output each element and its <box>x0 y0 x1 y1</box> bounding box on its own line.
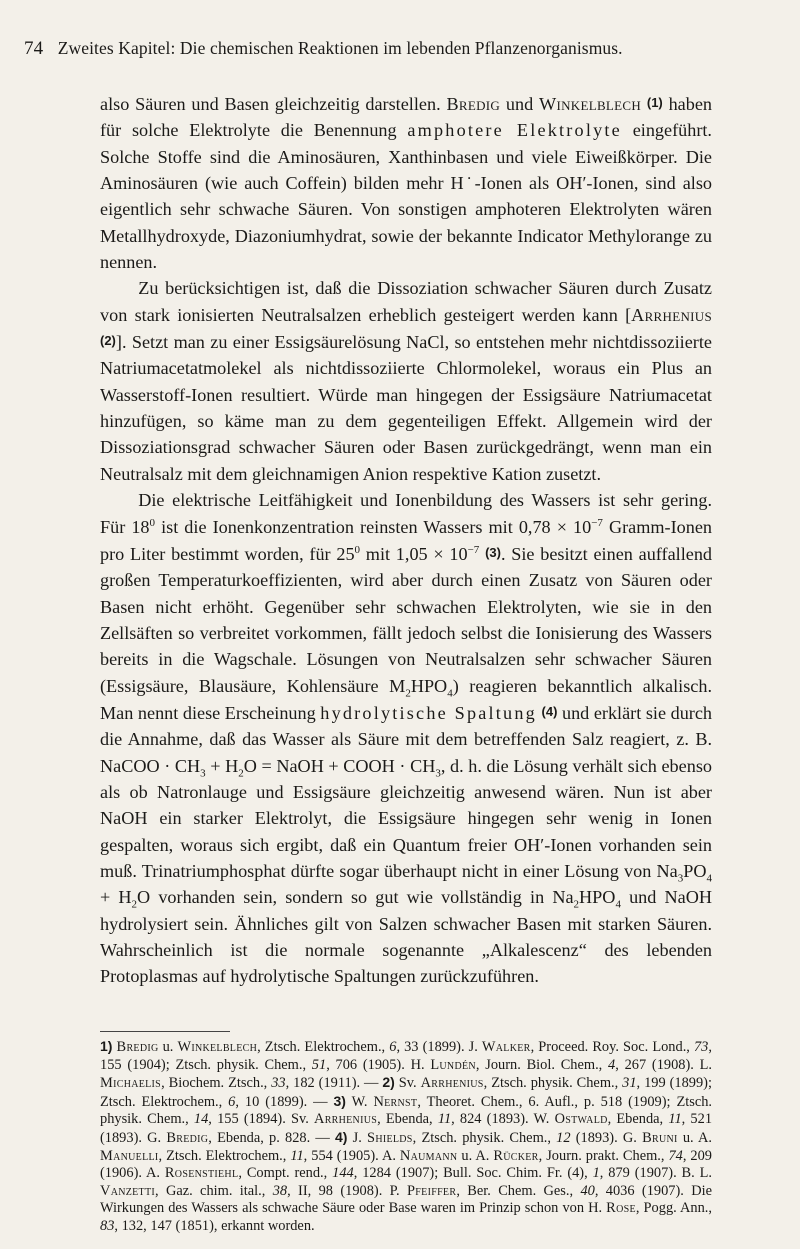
volume: 6 <box>389 1039 397 1055</box>
author-name: Bredig <box>116 1039 159 1055</box>
text-span: haben für solche Elektrolyte die Benennung <box>100 94 712 141</box>
text-span: W. <box>345 1093 374 1110</box>
author-name: Arrhenius <box>420 1075 484 1092</box>
text-span: , Ebenda, <box>607 1111 669 1128</box>
text-span: und <box>500 94 539 114</box>
text-span: + H <box>100 887 132 908</box>
volume: 11 <box>290 1147 304 1164</box>
text-span: , 824 (1893). W. <box>451 1111 555 1128</box>
text-span: Gramm-Ionen pro Liter bestimmt worden, für 25 <box>100 516 712 564</box>
text-span: , II, 98 (1908). P. <box>287 1182 407 1199</box>
text-span: , 4036 (1907). Die Wirkungen des Wassers als schwache Säure oder Base waren im Prinzip schon von H. <box>100 1182 712 1217</box>
spaced-term: hydrolytische Spaltung <box>320 702 537 723</box>
exponent: −7 <box>591 516 603 529</box>
volume: 38 <box>272 1182 288 1199</box>
author-name: Arrhenius <box>314 1111 378 1128</box>
author-name: Winkelblech <box>177 1039 258 1055</box>
text-span: , Ebenda, <box>377 1111 438 1128</box>
text-span: J. <box>347 1129 368 1146</box>
author-name: Ostwald <box>554 1111 608 1128</box>
text-span: PO <box>683 860 707 881</box>
paragraph-3 <box>100 487 712 990</box>
text-span: , Theoret. Chem., 6. Aufl., p. 518 (1909); Ztsch. physik. Chem., <box>100 1093 713 1128</box>
footnote-ref: (3) <box>485 544 501 560</box>
author-name: Bruni <box>642 1129 678 1146</box>
volume: 73 <box>693 1039 709 1055</box>
text-span: , Journ. prakt. Chem., <box>538 1147 669 1164</box>
text-span: ist die Ionenkonzentration reinsten Wassers mit 0,78 × 10 <box>155 516 592 537</box>
paragraph-2 <box>100 275 712 487</box>
text-span: , Pogg. Ann., <box>635 1200 712 1217</box>
text-span: , Ztsch. Elektrochem., <box>158 1147 291 1164</box>
author-name: Nernst <box>373 1093 418 1110</box>
text-span: u. <box>158 1039 178 1055</box>
volume: 6 <box>228 1093 236 1110</box>
subscript: 3 <box>200 767 206 780</box>
text-span: also Säuren und Basen gleichzeitig darstellen. <box>100 94 447 114</box>
author-name: Arrhenius <box>631 304 712 325</box>
subscript: 2 <box>573 898 580 911</box>
author-name: Walker <box>481 1039 531 1055</box>
text-span: , Ebenda, p. 828. — <box>208 1129 335 1146</box>
page-number: 74 <box>24 38 44 59</box>
text-span: , 209 (1906). A. <box>100 1147 713 1182</box>
text-span: , 521 (1893). G. <box>100 1111 713 1146</box>
footnote-ref: (1) <box>646 95 663 110</box>
volume: 11 <box>668 1111 682 1128</box>
volume: 11 <box>437 1111 452 1128</box>
subscript: 3 <box>435 767 441 780</box>
volume: 14 <box>193 1111 209 1128</box>
subscript: 2 <box>131 898 138 911</box>
text-span: , 33 (1899). J. <box>396 1039 482 1055</box>
text-span: u. A. <box>677 1129 712 1146</box>
text-span: (1893). G. <box>570 1129 643 1146</box>
author-name: Lundén <box>430 1056 476 1073</box>
footnotes <box>100 1038 712 1236</box>
author-name: Pfeiffer <box>407 1182 457 1199</box>
subscript: 2 <box>238 767 244 780</box>
volume: 33 <box>271 1075 286 1092</box>
footnote-number: 4) <box>334 1128 348 1145</box>
degree-mark: 0 <box>354 543 361 556</box>
text-span: , Journ. Biol. Chem., <box>475 1056 609 1073</box>
text-span: , 132, 147 (1851), erkannt worden. <box>114 1217 315 1234</box>
text-span: , 267 (1908). L. <box>615 1056 713 1073</box>
spaced-term: amphotere Elektrolyte <box>407 120 622 141</box>
footnote-number: 1) <box>100 1038 113 1054</box>
author-name: Shields <box>367 1129 413 1146</box>
text-span: HPO <box>579 887 616 908</box>
degree-mark: 0 <box>149 516 156 529</box>
text-span: und erklärt sie durch die Annahme, daß das Wasser als Säure mit dem betreffenden Salz reagiert, z. B. NaCOO · CH <box>100 702 713 776</box>
text-span: O = NaOH + COOH · CH <box>243 755 436 776</box>
text-span: , 879 (1907). B. L. <box>599 1165 713 1182</box>
author-name: Rosenstiehl <box>164 1165 239 1182</box>
author-name: Bredig <box>166 1129 209 1146</box>
author-name: Vanzetti <box>100 1182 155 1199</box>
volume: 4 <box>608 1056 616 1073</box>
text-span: , Proceed. Roy. Soc. Lond., <box>530 1039 694 1055</box>
author-name: Rücker <box>493 1147 539 1164</box>
volume: 1 <box>592 1165 600 1182</box>
author-name: Naumann <box>399 1147 458 1164</box>
text-span: , 182 (1911). — <box>285 1075 383 1092</box>
footnote-ref: (4) <box>541 703 558 719</box>
paragraph-1 <box>100 90 712 275</box>
text-span: , Ztsch. Elektrochem., <box>257 1039 390 1055</box>
text-span: u. A. <box>457 1147 494 1164</box>
text-span: , Ztsch. physik. Chem., <box>412 1129 557 1146</box>
exponent: −7 <box>467 543 480 556</box>
footnote-ref: (2) <box>100 333 116 349</box>
volume: 31 <box>622 1075 637 1092</box>
text-span: , Ztsch. physik. Chem., <box>483 1075 623 1092</box>
running-header <box>24 38 744 60</box>
author-name: Rose <box>606 1200 636 1217</box>
volume: 51 <box>311 1056 327 1073</box>
text-span: HPO <box>410 675 448 696</box>
volume: 144 <box>332 1165 354 1182</box>
running-title: Zweites Kapitel: Die chemischen Reaktionen im lebenden Pflanzenorganismus. <box>57 38 623 58</box>
text-span: . Sie besitzt einen auffallend großen Temperaturkoeffizienten, wird aber durch einen Zusatz von Säuren oder Basen nicht erhöht. Gegenüber sehr schwachen Elektrolyten, wie sie in den Zellsäften so verbreitet vorkommen, fällt jedoch selbst die Ionisierung des Wassers bereits in die Wagschale. Lösungen von Neutralsalzen sehr schwacher Säuren (Essigsäure, Blausäure, Kohlensäure M <box>100 543 713 696</box>
text-span: + H <box>205 755 239 776</box>
text-span: eingeführt. Solche Stoffe sind die Aminosäuren, Xanthinbasen und viele Eiweißkörper. Die Aminosäuren (wie auch Coffein) bilden mehr H˙-Ionen als OH′-Ionen, sind also eigentlich sehr schwache Säuren. Von sonstigen amphoteren Elektrolyten wären Metallhydroxyde, Diazoniumhydrat, sowie der bekannte Indicator Methylorange zu nennen. <box>100 120 712 273</box>
volume: 74 <box>668 1147 683 1164</box>
text-span: , 155 (1904); Ztsch. physik. Chem., <box>100 1039 712 1073</box>
text-span: , 199 (1899); Ztsch. Elektrochem., <box>100 1075 712 1110</box>
text-span: , Compt. rend., <box>238 1165 333 1182</box>
author-name: Winkelblech <box>538 94 642 114</box>
footnote-number: 3) <box>333 1092 346 1109</box>
footnote-separator <box>100 1031 230 1032</box>
subscript: 3 <box>677 872 684 885</box>
text-span: , 706 (1905). H. <box>326 1056 431 1073</box>
text-span: Zu berücksichtigen ist, daß die Dissoziation schwacher Säuren durch Zusatz von stark ionisierten Neutralsalzen erheblich gesteigert werden kann [ <box>100 278 712 325</box>
text-span: ) reagieren bekanntlich alkalisch. Man nennt diese Erscheinung <box>100 675 712 723</box>
subscript: 4 <box>447 687 453 700</box>
text-span: Die elektrische Leitfähigkeit und Ionenbildung des Wassers ist sehr gering. Für 18 <box>100 490 712 537</box>
text-span: und NaOH hydrolysiert sein. Ähnliches gilt von Salzen schwacher Basen mit starken Säuren. Wahrscheinlich ist die normale sogenannte „Alkalescenz“ des lebenden Protoplasmas auf hydrolytische Spaltungen zurückzuführen. <box>100 887 712 987</box>
subscript: 4 <box>615 898 621 911</box>
text-span: , 10 (1899). — <box>235 1093 334 1110</box>
volume: 12 <box>556 1129 571 1146</box>
text-span: , 554 (1905). A. <box>303 1147 400 1164</box>
author-name: Manuelli <box>100 1147 159 1164</box>
text-span: mit 1,05 × 10 <box>360 543 468 564</box>
text-span: , Ber. Chem. Ges., <box>456 1182 581 1199</box>
text-span: ]. Setzt man zu einer Essigsäurelösung NaCl, so entstehen mehr nichtdissoziierte Natriumacetatmolekel als nichtdissoziierte Chlormolekel, woraus ein Plus an Wasserstoff-Ionen resultiert. Würde man hingegen der Essigsäure Natriumacetat hinzufügen, so käme man zu dem gegenteiligen Effekt. Allgemein wird der Dissoziationsgrad schwacher Säuren oder Basen zurückgedrängt, wenn man ein Neutralsalz mit dem gleichnamigen Anion respektive Kation zusetzt. <box>100 332 712 484</box>
text-span: O vorhanden sein, sondern so gut wie vollständig in Na <box>137 887 574 908</box>
main-text <box>100 90 712 990</box>
volume: 83 <box>100 1217 115 1234</box>
text-span: , 1284 (1907); Bull. Soc. Chim. Fr. (4), <box>353 1165 593 1182</box>
author-name: Michaelis <box>100 1075 162 1092</box>
footnote-number: 2) <box>382 1074 395 1091</box>
text-span: , 155 (1894). Sv. <box>208 1111 314 1128</box>
text-span: , Biochem. Ztsch., <box>161 1075 272 1092</box>
author-name: Bredig <box>446 94 501 114</box>
text-span: , d. h. die Lösung verhält sich ebenso als ob Natronlauge und Essigsäure gleichzeitig anwesend wären. Nun ist aber NaOH ein starker Elektrolyt, die Essigsäure hingegen sehr wenig in Ionen gespalten, woraus sich ergibt, daß ein Quantum freier OH′-Ionen vorhanden sein muß. Trinatriumphosphat dürfte sogar überhaupt nicht in einer Lösung von Na <box>100 755 712 881</box>
text-span: , Gaz. chim. ital., <box>155 1182 273 1199</box>
subscript: 2 <box>405 687 411 700</box>
text-span: Sv. <box>394 1075 421 1092</box>
volume: 40 <box>580 1182 595 1199</box>
subscript: 4 <box>706 872 712 885</box>
